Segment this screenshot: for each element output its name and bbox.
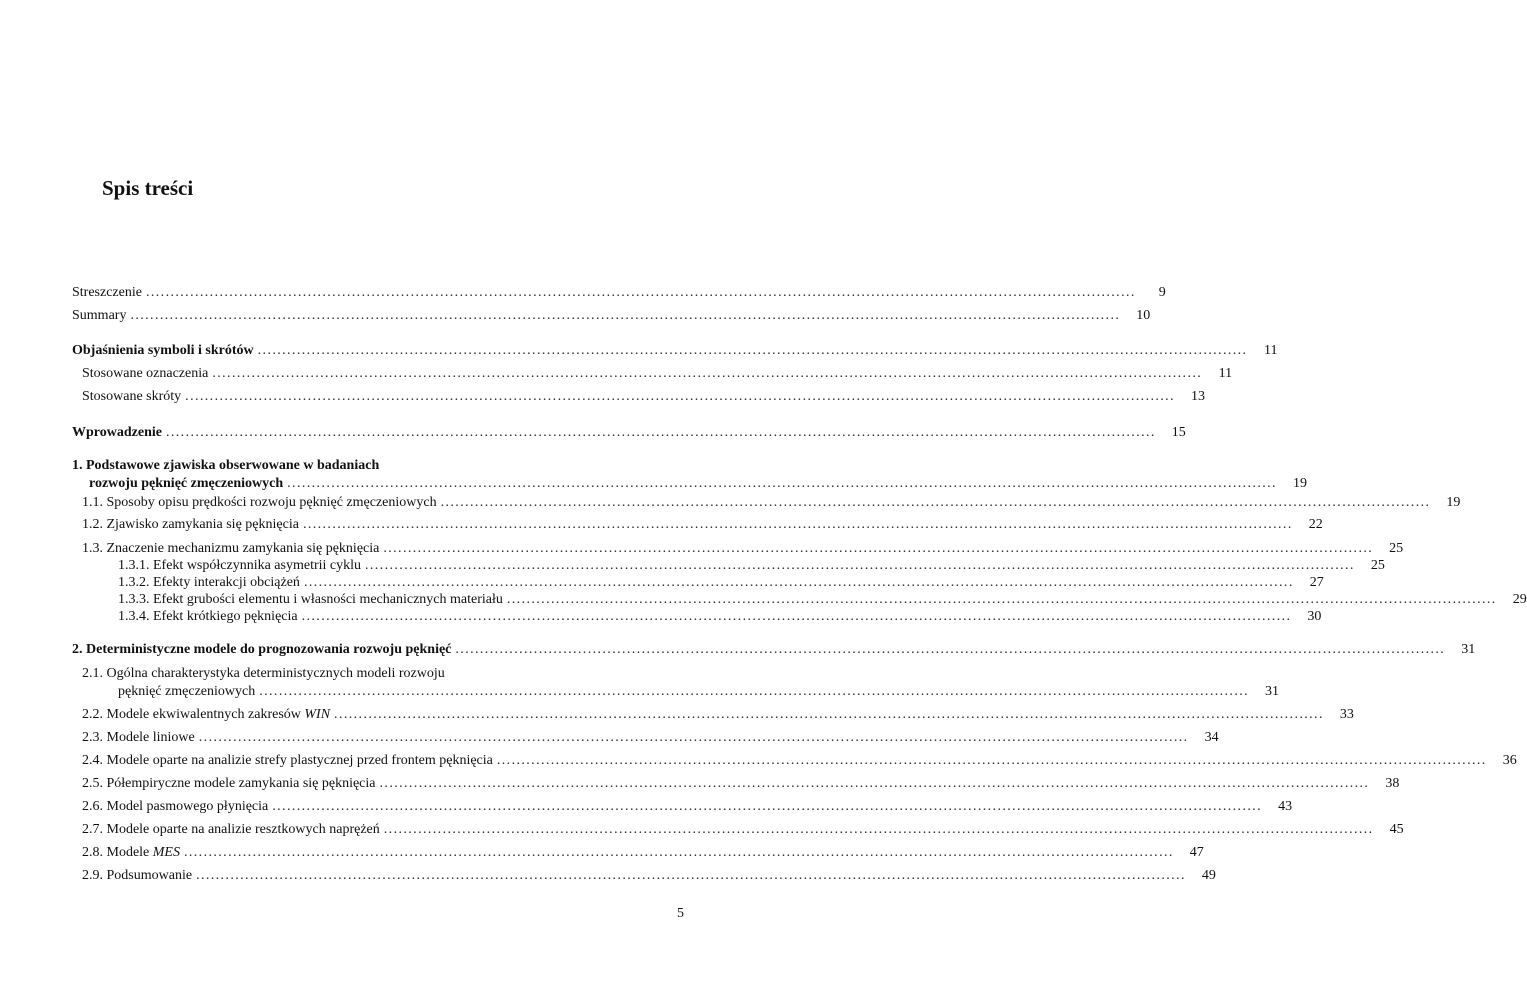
- dot-leader: ..........................................................................................................................................................................................................: [303, 575, 1294, 590]
- toc-entry-summary[interactable]: Summary .......................................................................................................................................................................................................... 10: [72, 308, 1151, 323]
- toc-entry-2-1[interactable]: pęknięć zmęczeniowych .......................................................................................................................................................................................................... 31: [118, 684, 1280, 699]
- dot-leader: ..........................................................................................................................................................................................................: [455, 642, 1446, 657]
- toc-entry-1-3-1[interactable]: 1.3.1. Efekt współczynnika asymetrii cyklu .......................................................................................................................................................................................................... 25: [118, 558, 1385, 573]
- toc-entry-2-3[interactable]: 2.3. Modele liniowe .......................................................................................................................................................................................................... 34: [82, 730, 1219, 745]
- dot-leader: ..........................................................................................................................................................................................................: [145, 285, 1136, 300]
- dot-leader: ..........................................................................................................................................................................................................: [198, 730, 1189, 745]
- toc-entry-1-2[interactable]: 1.2. Zjawisko zamykania się pęknięcia .......................................................................................................................................................................................................... 22: [82, 517, 1323, 532]
- dot-leader: ..........................................................................................................................................................................................................: [302, 517, 1293, 532]
- dot-leader: ..........................................................................................................................................................................................................: [440, 495, 1431, 510]
- toc-entry-skroty[interactable]: Stosowane skróty .......................................................................................................................................................................................................... 13: [82, 389, 1205, 404]
- dot-leader: ..........................................................................................................................................................................................................: [334, 707, 1324, 722]
- toc-entry-2-6[interactable]: 2.6. Model pasmowego płynięcia .......................................................................................................................................................................................................... 43: [82, 799, 1293, 814]
- toc-entry-2-2[interactable]: 2.2. Modele ekwiwalentnych zakresów WIN .......................................................................................................................................................................................................... 33: [82, 707, 1354, 722]
- dot-leader: ..........................................................................................................................................................................................................: [379, 776, 1370, 791]
- dot-leader: ..........................................................................................................................................................................................................: [301, 609, 1292, 624]
- toc-chapter-1-line1: 1. Podstawowe zjawiska obserwowane w badaniach: [72, 458, 380, 473]
- dot-leader: ..........................................................................................................................................................................................................: [496, 753, 1487, 768]
- dot-leader: ..........................................................................................................................................................................................................: [183, 845, 1174, 860]
- toc-entry-1-3[interactable]: 1.3. Znaczenie mechanizmu zamykania się pęknięcia .......................................................................................................................................................................................................... 25: [82, 541, 1404, 556]
- dot-leader: ..........................................................................................................................................................................................................: [257, 343, 1248, 358]
- toc-entry-oznaczenia[interactable]: Stosowane oznaczenia .......................................................................................................................................................................................................... 11: [82, 366, 1233, 381]
- dot-leader: ..........................................................................................................................................................................................................: [383, 822, 1374, 837]
- dot-leader: ..........................................................................................................................................................................................................: [196, 868, 1186, 883]
- toc-entry-chapter-2[interactable]: 2. Deterministyczne modele do prognozowania rozwoju pęknięć .......................................................................................................................................................................................................... 31: [72, 642, 1476, 657]
- toc-entry-chapter-1[interactable]: rozwoju pęknięć zmęczeniowych .......................................................................................................................................................................................................... 19: [89, 476, 1307, 491]
- toc-entry-objasnienia[interactable]: Objaśnienia symboli i skrótów .......................................................................................................................................................................................................... 11: [72, 343, 1278, 358]
- dot-leader: ..........................................................................................................................................................................................................: [365, 558, 1355, 573]
- dot-leader: ..........................................................................................................................................................................................................: [130, 308, 1121, 323]
- toc-entry-wprowadzenie[interactable]: Wprowadzenie .......................................................................................................................................................................................................... 15: [72, 425, 1186, 440]
- toc-entry-1-1[interactable]: 1.1. Sposoby opisu prędkości rozwoju pęknięć zmęczeniowych .......................................................................................................................................................................................................... 19: [82, 495, 1461, 510]
- toc-entry-2-7[interactable]: 2.7. Modele oparte na analizie resztkowych naprężeń .......................................................................................................................................................................................................... 45: [82, 822, 1404, 837]
- toc-2-1-line1: 2.1. Ogólna charakterystyka deterministycznych modeli rozwoju: [82, 666, 445, 681]
- dot-leader: ..........................................................................................................................................................................................................: [212, 366, 1203, 381]
- toc-entry-2-8[interactable]: 2.8. Modele MES .......................................................................................................................................................................................................... 47: [82, 845, 1204, 860]
- toc-entry-1-3-3[interactable]: 1.3.3. Efekt grubości elementu i własności mechanicznych materiału .......................................................................................................................................................................................................... 29: [118, 592, 1527, 607]
- dot-leader: ..........................................................................................................................................................................................................: [506, 592, 1497, 607]
- toc-entry-1-3-4[interactable]: 1.3.4. Efekt krótkiego pęknięcia .......................................................................................................................................................................................................... 30: [118, 609, 1322, 624]
- dot-leader: ..........................................................................................................................................................................................................: [287, 476, 1277, 491]
- dot-leader: ..........................................................................................................................................................................................................: [272, 799, 1263, 814]
- toc-entry-1-3-2[interactable]: 1.3.2. Efekty interakcji obciążeń .......................................................................................................................................................................................................... 27: [118, 575, 1324, 590]
- dot-leader: ..........................................................................................................................................................................................................: [165, 425, 1156, 440]
- page-number: 5: [677, 906, 684, 921]
- toc-entry-2-5[interactable]: 2.5. Półempiryczne modele zamykania się pęknięcia .......................................................................................................................................................................................................... 38: [82, 776, 1400, 791]
- dot-leader: ..........................................................................................................................................................................................................: [383, 541, 1374, 556]
- toc-entry-streszczenie[interactable]: Streszczenie .......................................................................................................................................................................................................... 9: [72, 285, 1166, 300]
- toc-entry-2-9[interactable]: 2.9. Podsumowanie .......................................................................................................................................................................................................... 49: [82, 868, 1216, 883]
- dot-leader: ..........................................................................................................................................................................................................: [185, 389, 1175, 404]
- dot-leader: ..........................................................................................................................................................................................................: [259, 684, 1250, 699]
- toc-entry-2-4[interactable]: 2.4. Modele oparte na analizie strefy plastycznej przed frontem pęknięcia .......................................................................................................................................................................................................... 36: [82, 753, 1517, 768]
- page-title: Spis treści: [102, 176, 194, 200]
